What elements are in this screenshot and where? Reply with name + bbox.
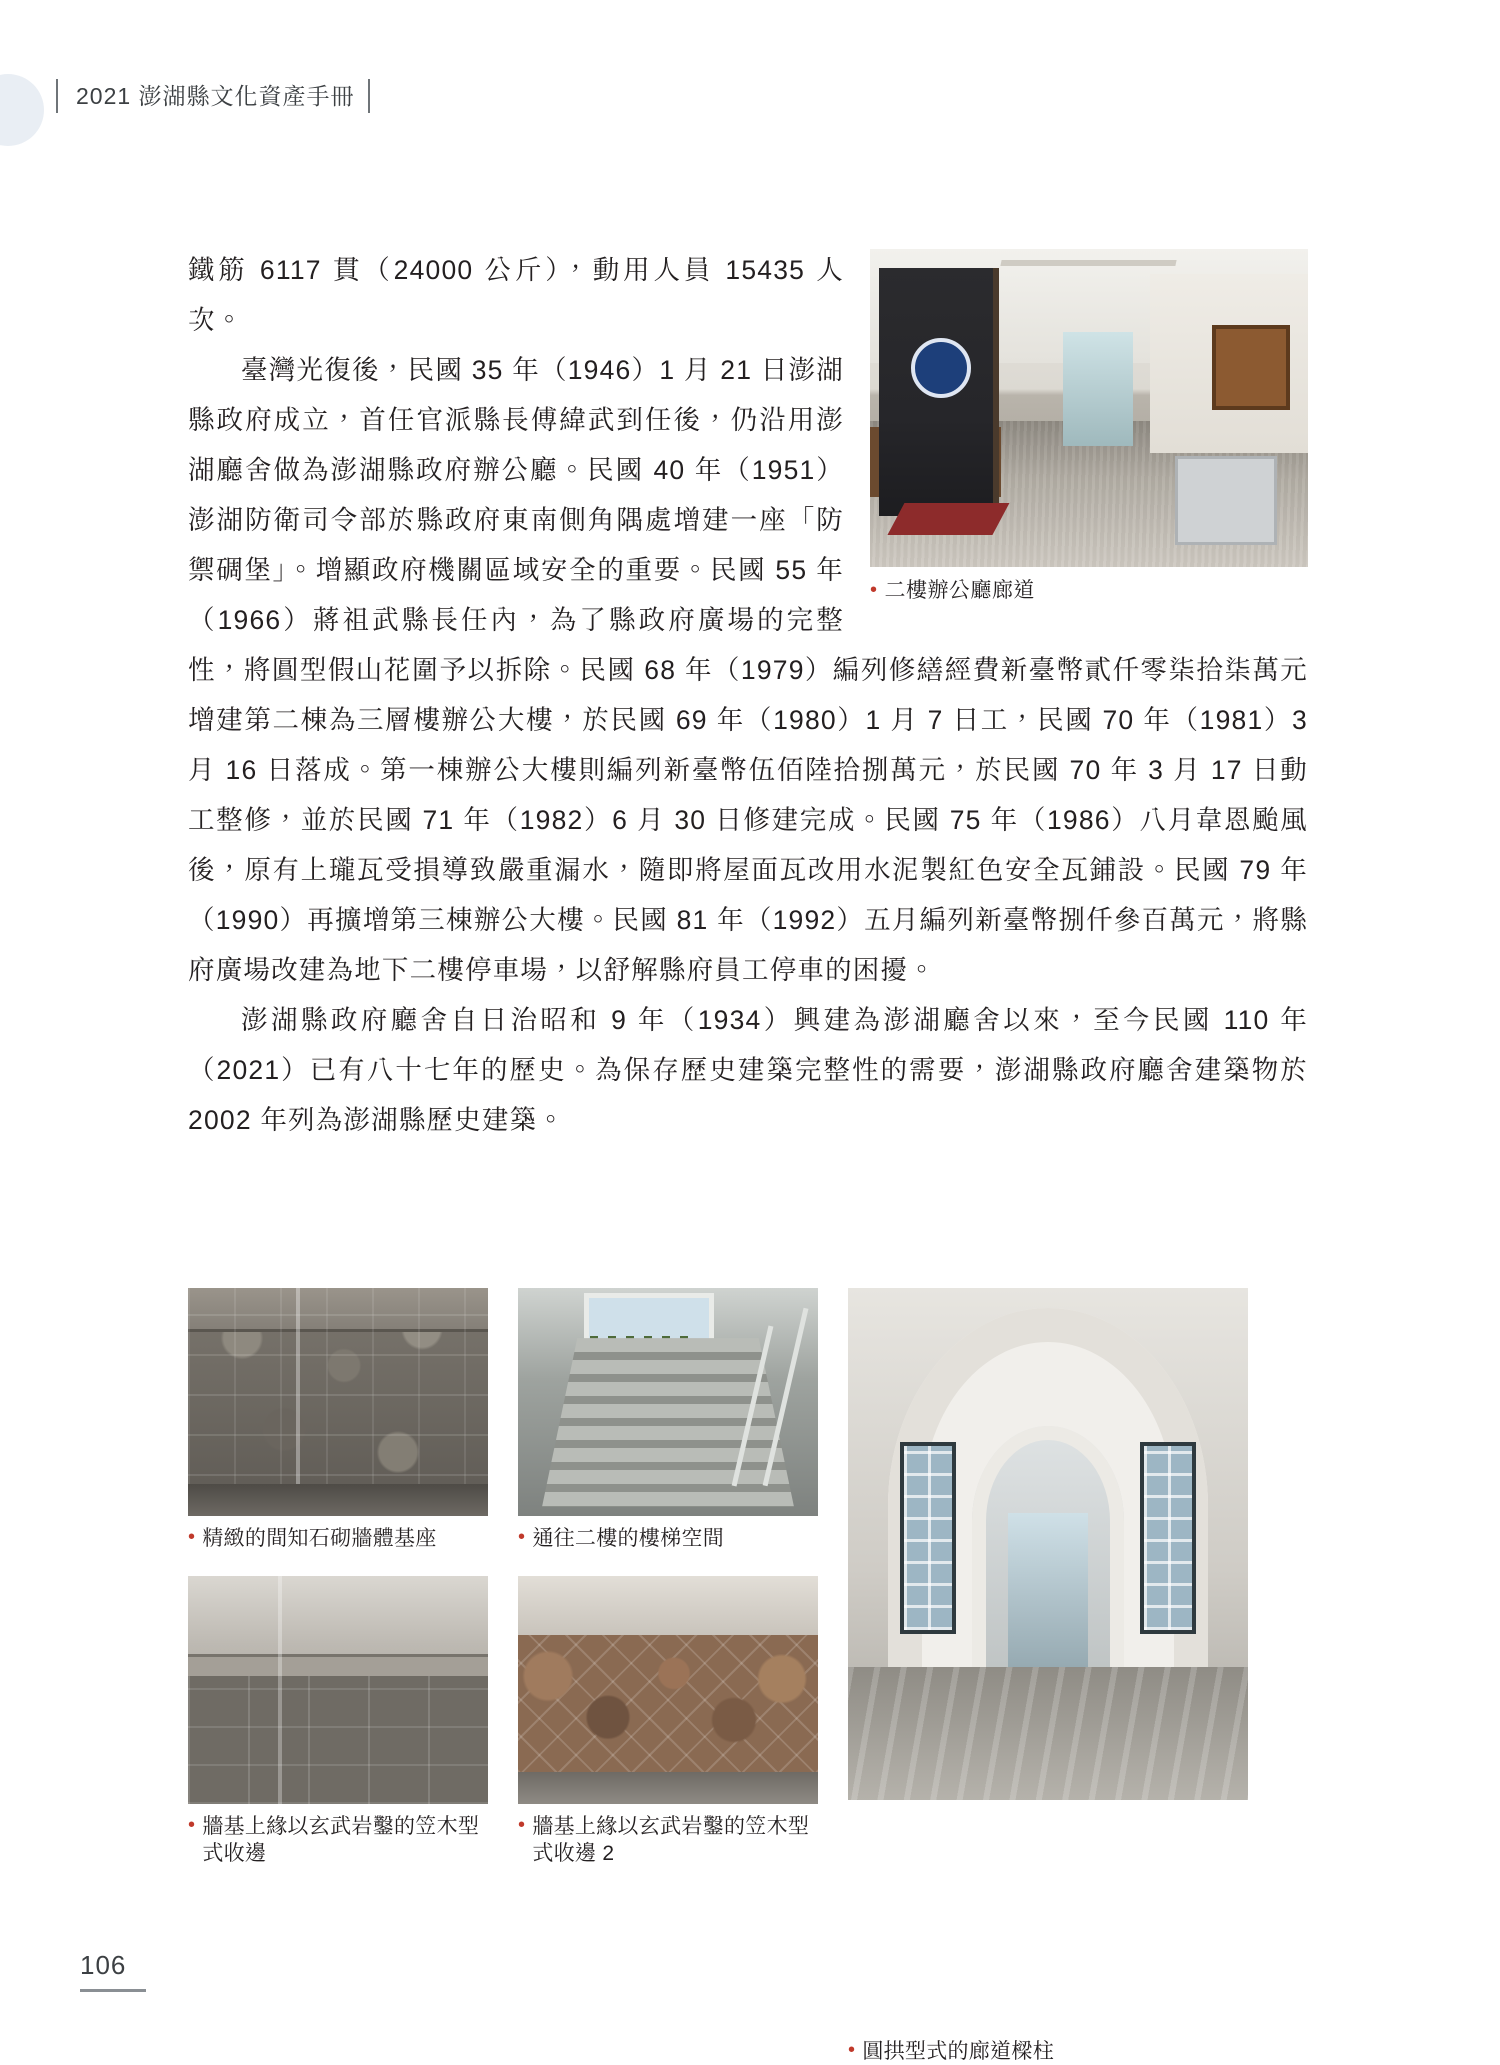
caption-text: 二樓辦公廳廊道 — [884, 579, 1036, 602]
figure-caption — [518, 1525, 818, 1552]
caption-text: 圓拱型式的廊道樑柱 — [862, 2040, 1055, 2063]
page-footer — [80, 1950, 1420, 1992]
bullet-icon: • — [188, 1526, 196, 1548]
paragraph-2: 臺灣光復後，民國 35 年（1946）1 月 21 日澎湖縣政府成立，首任官派縣長傅緯武到任後，仍沿用澎湖廳舍做為澎湖縣政府辦公廳。民國 40 年（1951）澎湖防衛司令部於縣政府東南側角隅處增建一座「防禦碉堡」。增顯政府機關區域安全的重要。民國 55 年（1966）蔣祖武縣長任內，為了縣政府廣場的完整性，將圓型假山花圍予以拆除。民國 68 年（1979）編列修繕經費新臺幣貳仟零柒拾柒萬元增建第二棟為三層樓辦公大樓，於民國 69 年（1980）1 月 7 日工，民國 70 年（1981）3 月 16 日落成。第一棟辦公大樓則編列新臺幣伍佰陸拾捌萬元，於民國 70 年 3 月 17 日動工整修，並於民國 71 年（1982）6 月 30 日修建完成。民國 75 年（1986）八月韋恩颱風後，原有上瓏瓦受損導致嚴重漏水，隨即將屋面瓦改用水泥製紅色安全瓦鋪設。民國 79 年（1990）再擴增第三棟辦公大樓。民國 81 年（1992）五月編列新臺幣捌仟參百萬元，將縣府廣場改建為地下二樓停車場，以舒解縣府員工停車的困擾。 — [188, 355, 1308, 985]
figure-caption — [188, 1813, 488, 1867]
figure-caption — [518, 1813, 818, 1867]
caption-text: 通往二樓的樓梯空間 — [532, 1527, 725, 1550]
bullet-icon: • — [870, 579, 878, 601]
header-rule-right — [368, 79, 370, 113]
header-decorative-circle — [0, 74, 44, 146]
figure-caption — [188, 1525, 488, 1552]
bullet-icon: • — [188, 1814, 196, 1836]
header-title: 2021 澎湖縣文化資產手冊 — [76, 83, 355, 109]
bullet-icon: • — [518, 1814, 526, 1836]
caption-text: 牆基上緣以玄武岩鑿的笠木型式收邊 2 — [532, 1815, 810, 1865]
page-number: 106 — [80, 1950, 127, 1980]
figure-stone-base — [188, 1288, 488, 1552]
page-header — [0, 78, 1500, 138]
bullet-icon: • — [848, 2039, 856, 2061]
caption-text: 精緻的間知石砌牆體基座 — [202, 1527, 437, 1550]
figure-wall-edge-2 — [518, 1576, 818, 1867]
figure-column-right — [848, 1288, 1248, 2065]
figure-column-middle — [518, 1288, 818, 1867]
photo-corridor-2f — [870, 249, 1308, 567]
figure-wall-edge-1 — [188, 1576, 488, 1867]
figure-arched-corridor — [848, 1288, 1248, 2065]
photo-wall-edge-1 — [188, 1576, 488, 1804]
figure-caption — [870, 577, 1308, 605]
photo-staircase — [518, 1288, 818, 1516]
figure-column-left — [188, 1288, 488, 1867]
article-body — [188, 245, 1308, 1145]
figure-corridor-2f — [870, 249, 1308, 605]
photo-wall-edge-2 — [518, 1576, 818, 1804]
header-rule-left — [56, 79, 58, 113]
photo-stone-base — [188, 1288, 488, 1516]
paragraph-3: 澎湖縣政府廳舍自日治昭和 9 年（1934）興建為澎湖廳舍以來，至今民國 110 年（2021）已有八十七年的歷史。為保存歷史建築完整性的需要，澎湖縣政府廳舍建築物於 2002 年列為澎湖縣歷史建築。 — [188, 1005, 1308, 1135]
caption-text: 牆基上緣以玄武岩鑿的笠木型式收邊 — [202, 1815, 480, 1865]
photo-arched-corridor — [848, 1288, 1248, 1800]
paragraph-1: 鐵筋 6117 貫（24000 公斤），動用人員 15435 人次。 — [188, 255, 844, 335]
footer-rule — [80, 1989, 146, 1992]
figure-staircase — [518, 1288, 818, 1552]
bullet-icon: • — [518, 1526, 526, 1548]
